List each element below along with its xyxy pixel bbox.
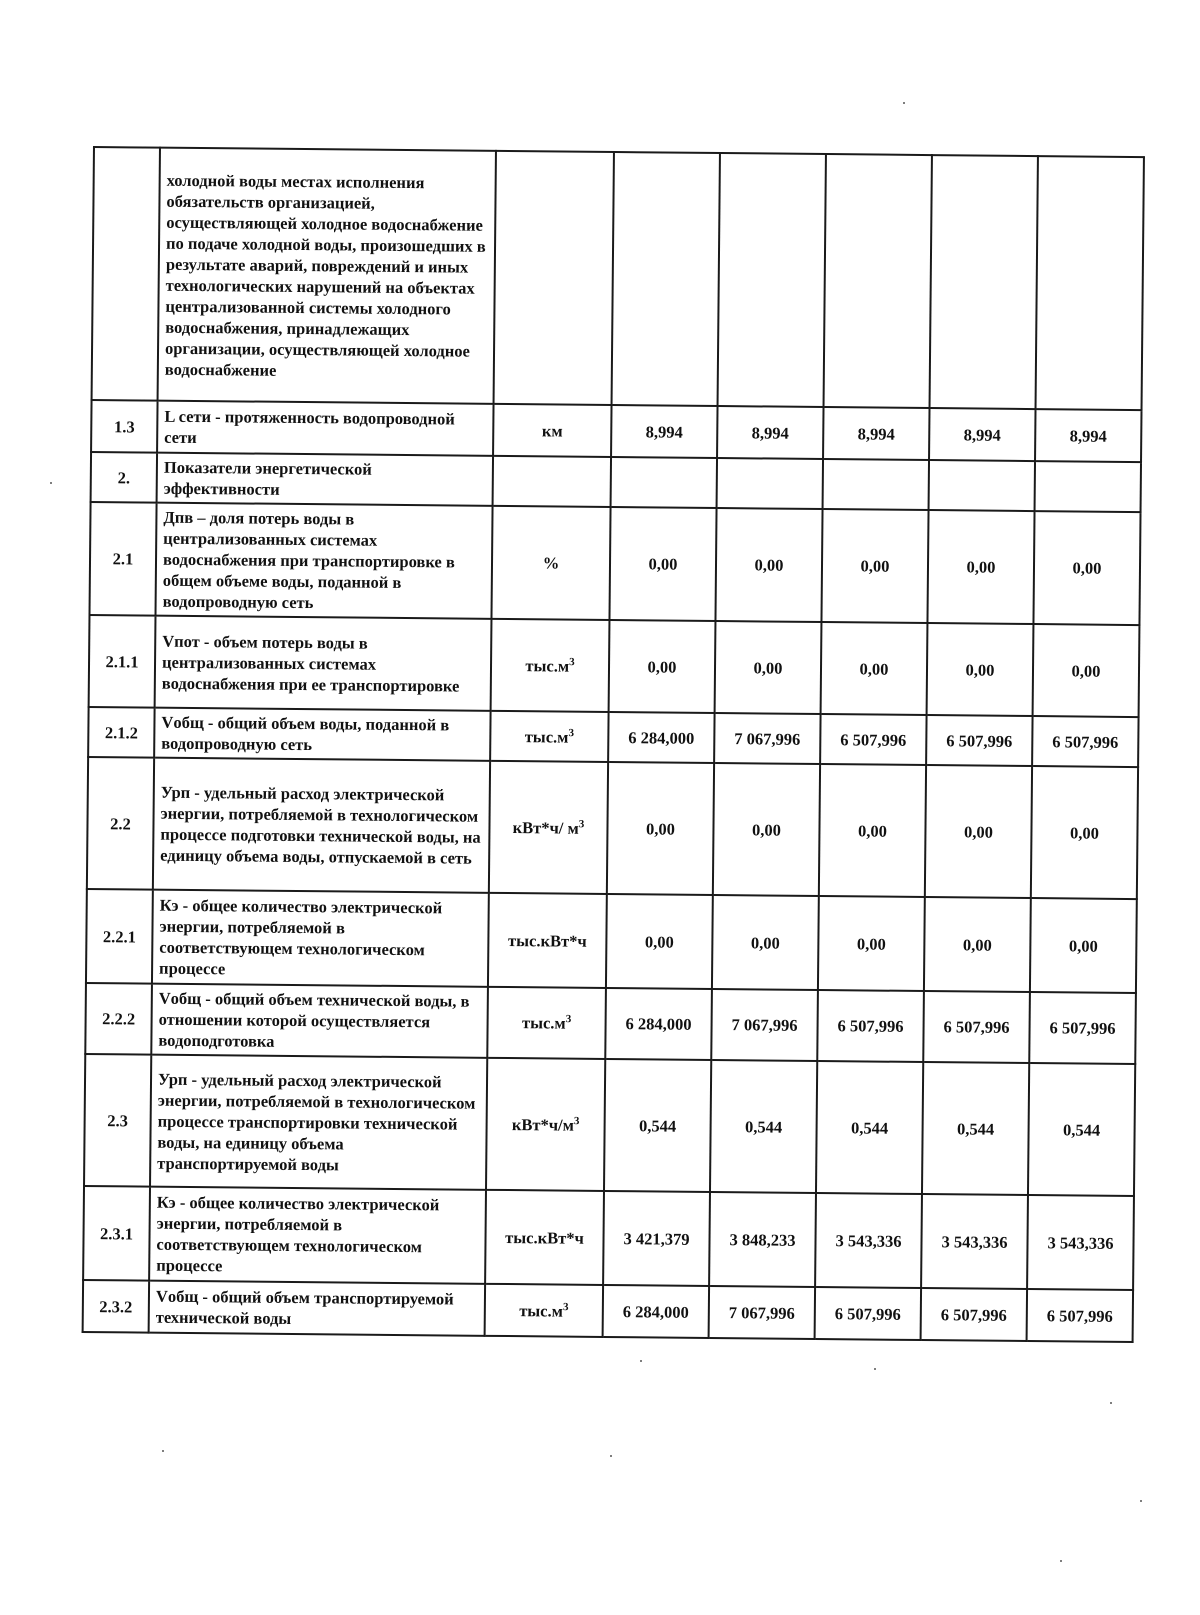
value-cell: 6 507,996 <box>923 991 1030 1063</box>
value-cell: 6 507,996 <box>1027 1289 1133 1342</box>
value-cell: 0,00 <box>1033 624 1140 717</box>
value-cell: 6 507,996 <box>1029 992 1136 1064</box>
row-number: 2.1 <box>89 502 156 616</box>
indicator-name: Урп - удельный расход электрической энергии, потребляемой в технологическом процессе транспортировки технической воды, на единицу объема транспортируемой воды <box>150 1055 487 1190</box>
unit-text: кВт*ч/м <box>511 1114 574 1135</box>
value-cell: 0,00 <box>609 620 716 713</box>
unit-cell <box>493 456 611 507</box>
value-cell: 0,00 <box>1033 511 1140 625</box>
unit-superscript: 3 <box>569 655 575 668</box>
value-cell <box>611 457 717 508</box>
value-cell: 3 421,379 <box>603 1191 710 1286</box>
indicator-name: Кэ - общее количество электрической энергии, потребляемой в соответствующем технологическом процессе <box>149 1187 486 1284</box>
value-cell: 6 507,996 <box>921 1288 1027 1341</box>
unit-text: тыс.м <box>519 1300 564 1321</box>
value-cell: 0,00 <box>715 621 822 714</box>
unit-text: % <box>542 553 560 573</box>
value-cell: 0,00 <box>925 765 1032 898</box>
table-row <box>92 147 1144 410</box>
value-cell: 6 507,996 <box>926 715 1032 766</box>
value-cell: 0,00 <box>927 623 1034 716</box>
scan-speck <box>610 1455 612 1457</box>
value-cell: 0,00 <box>821 509 928 623</box>
value-cell <box>824 154 932 408</box>
value-cell: 0,544 <box>604 1059 711 1192</box>
indicator-name: Урп - удельный расход электрической энергии, потребляемой в технологическом процессе подготовки технической воды, на единицу объема воды, отпускаемой в сеть <box>153 758 490 893</box>
value-cell: 0,00 <box>1031 766 1138 899</box>
value-cell: 6 284,000 <box>603 1285 709 1338</box>
value-cell <box>612 152 720 406</box>
unit-cell <box>494 151 614 405</box>
value-cell: 0,00 <box>821 622 928 715</box>
value-cell: 0,00 <box>924 897 1031 992</box>
scan-speck <box>1140 1500 1142 1502</box>
unit-superscript: 3 <box>565 1013 572 1026</box>
unit-cell <box>491 506 610 620</box>
value-cell: 6 284,000 <box>608 712 714 763</box>
unit-cell <box>489 761 608 894</box>
row-number: 2.2.2 <box>85 983 152 1055</box>
table-row <box>89 615 1140 717</box>
unit-superscript: 3 <box>573 1114 580 1127</box>
indicator-name: Vобщ - общий объем транспортируемой технической воды <box>149 1281 485 1336</box>
unit-text: тыс.кВт*ч <box>507 930 587 951</box>
table-row <box>83 1186 1134 1290</box>
value-cell: 0,00 <box>1030 898 1137 993</box>
table-row <box>84 1054 1135 1196</box>
value-cell: 8,994 <box>929 408 1035 461</box>
value-cell: 8,994 <box>1035 409 1141 462</box>
unit-cell <box>488 893 607 988</box>
value-cell: 0,00 <box>713 763 820 896</box>
value-cell: 6 507,996 <box>1032 716 1138 767</box>
indicator-name: холодной воды местах исполнения обязательств организацией, осуществляющей холодное водоснабжение по подаче холодной воды, произошедших в результате аварий, повреждений и иных технологических нарушений на объектах централизованной системы холодного водоснабжения, принадлежащих организации, осуществляющей холодное водоснабжение <box>158 148 496 404</box>
unit-text: тыс.м <box>521 1013 566 1033</box>
indicators-table <box>82 146 1145 1343</box>
unit-cell <box>485 1284 603 1337</box>
value-cell: 8,994 <box>611 405 717 458</box>
row-number: 2.2.1 <box>86 889 153 984</box>
value-cell: 3 543,336 <box>921 1194 1028 1289</box>
indicator-name: Vобщ - общий объем воды, поданной в водопроводную сеть <box>154 708 490 761</box>
value-cell <box>1036 156 1144 410</box>
value-cell: 7 067,996 <box>709 1286 815 1339</box>
scan-speck <box>162 1450 164 1452</box>
row-number: 2.3.2 <box>83 1280 149 1333</box>
scan-speck <box>1060 1560 1062 1562</box>
value-cell: 0,00 <box>606 894 713 989</box>
value-cell: 0,544 <box>922 1062 1029 1195</box>
row-number: 2.1.2 <box>88 707 154 758</box>
value-cell: 3 543,336 <box>815 1193 922 1288</box>
value-cell: 0,00 <box>715 508 822 622</box>
unit-text: тыс.кВт*ч <box>505 1227 584 1248</box>
indicator-name: L сети - протяженность водопроводной сети <box>157 401 493 456</box>
indicator-name: Кэ - общее количество электрической энергии, потребляемой в соответствующем технологическом процессе <box>152 890 489 987</box>
scan-speck <box>1110 1402 1112 1404</box>
row-number: 2.3 <box>84 1054 151 1187</box>
value-cell: 3 543,336 <box>1027 1195 1134 1290</box>
value-cell: 7 067,996 <box>711 989 818 1061</box>
scan-speck <box>874 1368 876 1370</box>
row-number: 2. <box>91 452 157 503</box>
unit-text: тыс.м <box>525 655 570 676</box>
unit-cell <box>490 711 608 762</box>
value-cell: 6 284,000 <box>605 988 712 1060</box>
value-cell: 3 848,233 <box>709 1192 816 1287</box>
table-row <box>86 889 1137 993</box>
scan-speck <box>903 102 905 104</box>
value-cell <box>930 155 1038 409</box>
unit-cell <box>491 619 610 712</box>
value-cell: 8,994 <box>717 406 823 459</box>
unit-superscript: 3 <box>578 817 585 830</box>
value-cell: 6 507,996 <box>820 714 926 765</box>
value-cell <box>1035 461 1141 512</box>
row-number <box>92 147 160 401</box>
value-cell: 0,544 <box>710 1060 817 1193</box>
value-cell: 0,00 <box>927 510 1034 624</box>
value-cell <box>718 153 826 407</box>
row-number: 1.3 <box>91 400 157 453</box>
indicator-name: Дпв – доля потерь воды в централизованных системах водоснабжения при транспортировке в общем объеме воды, поданной в водопроводную сеть <box>155 503 492 619</box>
value-cell: 0,00 <box>819 764 926 897</box>
value-cell: 0,544 <box>1028 1063 1135 1196</box>
section-title: Показатели энергетической эффективности <box>157 453 493 506</box>
indicator-name: Vпот - объем потерь воды в централизованных системах водоснабжения при ее транспортировке <box>155 616 492 711</box>
unit-cell <box>493 404 611 457</box>
table-row <box>89 502 1140 625</box>
unit-superscript: 3 <box>568 726 575 739</box>
scan-speck <box>50 482 52 484</box>
unit-text: тыс.м <box>524 726 569 747</box>
value-cell: 8,994 <box>823 407 929 460</box>
unit-cell <box>486 1058 605 1191</box>
unit-text: кВт*ч/ м <box>512 817 579 838</box>
value-cell: 0,00 <box>607 762 714 895</box>
value-cell: 0,00 <box>712 895 819 990</box>
value-cell: 6 507,996 <box>817 990 924 1062</box>
table-row <box>83 1280 1133 1342</box>
unit-text: км <box>541 420 563 441</box>
indicator-name: Vобщ - общий объем технической воды, в отношении которой осуществляется водоподготовка <box>151 984 488 1058</box>
row-number: 2.1.1 <box>89 615 156 708</box>
table-row <box>87 757 1138 899</box>
unit-cell <box>487 987 606 1059</box>
indicators-table-body <box>83 147 1144 1342</box>
value-cell <box>929 460 1035 511</box>
value-cell: 0,544 <box>816 1061 923 1194</box>
value-cell: 0,00 <box>818 896 925 991</box>
unit-cell <box>485 1190 604 1285</box>
row-number: 2.3.1 <box>83 1186 150 1281</box>
value-cell: 7 067,996 <box>714 713 820 764</box>
value-cell: 6 507,996 <box>815 1287 921 1340</box>
scan-speck <box>640 1360 642 1362</box>
unit-superscript: 3 <box>562 1300 569 1313</box>
table-row <box>85 983 1136 1064</box>
value-cell: 0,00 <box>609 507 716 621</box>
value-cell <box>717 458 823 509</box>
row-number: 2.2 <box>87 757 154 890</box>
value-cell <box>823 459 929 510</box>
